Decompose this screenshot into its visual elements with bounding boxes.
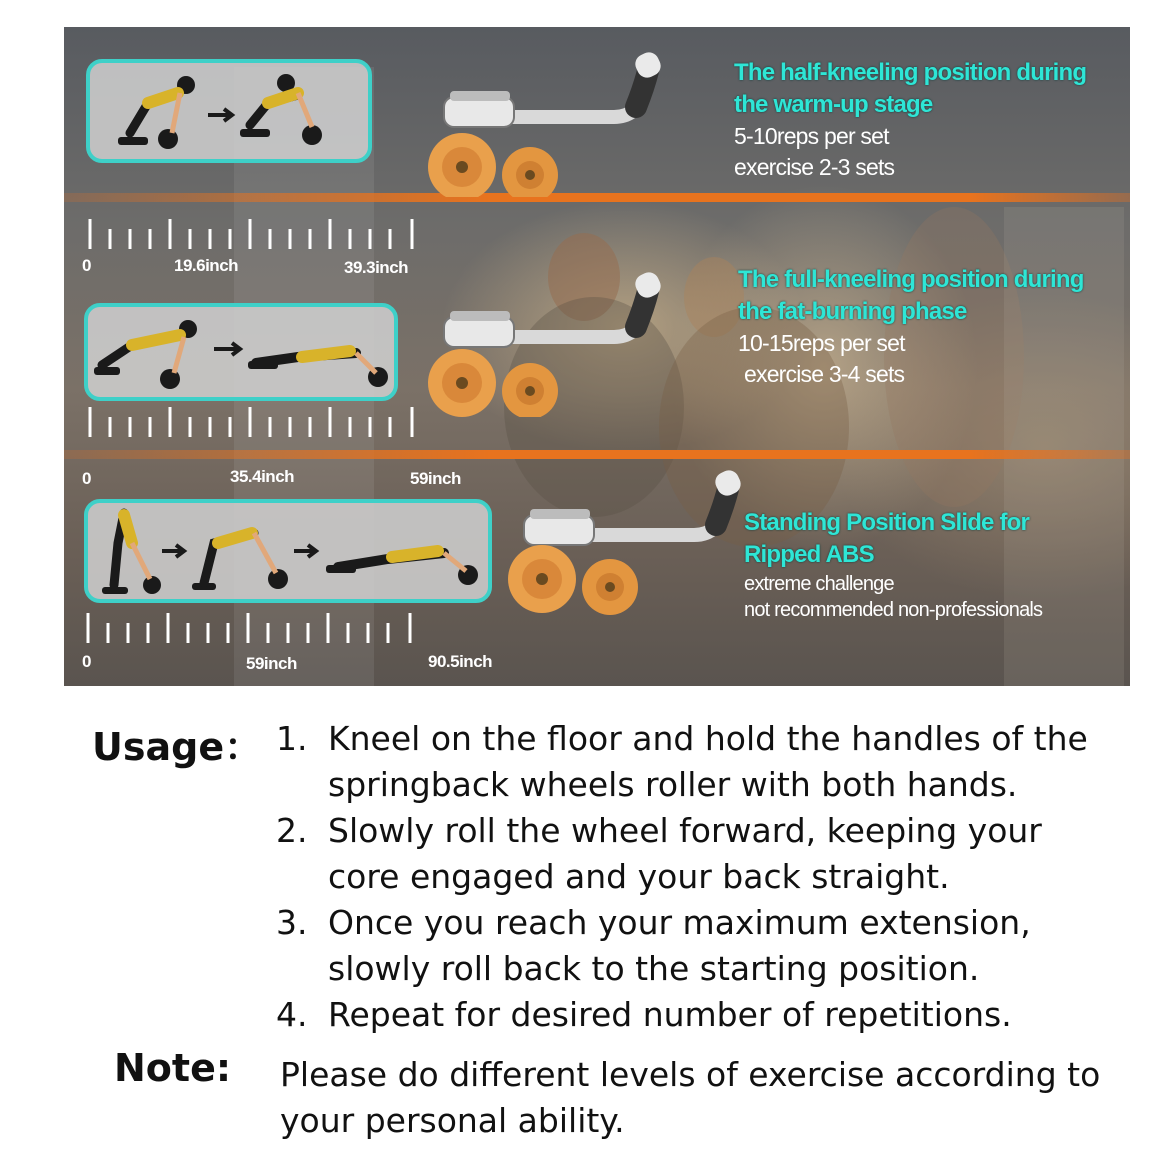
product-banner [64,27,1130,686]
ruler-label: 0 [82,469,91,488]
ruler-label: 39.3inch [344,258,409,277]
level-sets: exercise 3-4 sets [744,361,905,387]
ruler-label: 0 [82,652,91,671]
usage-heading: Usage： [92,725,263,769]
note-heading: Note: [114,1046,232,1090]
ruler-label: 19.6inch [174,256,239,275]
level-caption-full-kneeling [738,264,1118,390]
distance-ruler [86,213,426,253]
distance-ruler [84,607,424,647]
step-text: Once you reach your maximum extension, slowly roll back to the starting position. [328,903,1031,988]
level-caption-half-kneeling [734,57,1114,183]
half-kneeling-figures-illustration [90,63,368,159]
distance-ruler [86,401,426,441]
ruler-label: 0 [82,256,91,275]
step-text: Repeat for desired number of repetitions. [328,995,1012,1034]
ab-roller-product-image [484,465,754,615]
exercise-panel-half-kneeling [86,59,372,163]
note-text: Please do different levels of exercise according to your personal ability. [280,1055,1101,1140]
ruler-label: 59inch [246,654,297,673]
step-number: 1. [276,719,308,758]
level-note: not recommended non-professionals [744,599,1043,621]
level-sets: exercise 2-3 sets [734,154,895,180]
ab-roller-product-image [404,47,674,197]
section-divider [64,450,1130,459]
step-number: 2. [276,811,308,850]
step-text: Slowly roll the wheel forward, keeping your core engaged and your back straight. [328,811,1042,896]
ruler-label: 35.4inch [230,467,295,486]
standing-figures-illustration [88,503,488,599]
level-reps: 10-15reps per set [738,330,905,356]
ruler-label: 90.5inch [428,652,493,671]
level-note: extreme challenge [744,573,894,595]
step-number: 4. [276,995,308,1034]
level-title: The full-kneeling position during the fat-burning phase [738,266,1084,325]
level-title: The half-kneeling position during the warm-up stage [734,59,1087,118]
level-caption-standing [744,507,1104,623]
ab-roller-product-image [404,267,674,417]
exercise-panel-standing [84,499,492,603]
exercise-panel-full-kneeling [84,303,398,401]
full-kneeling-figures-illustration [88,307,394,397]
level-reps: 5-10reps per set [734,123,889,149]
level-title: Standing Position Slide for Ripped ABS [744,509,1030,568]
ruler-label: 59inch [410,469,461,488]
step-text: Kneel on the floor and hold the handles of the springback wheels roller with both hands. [328,719,1088,804]
step-number: 3. [276,903,308,942]
